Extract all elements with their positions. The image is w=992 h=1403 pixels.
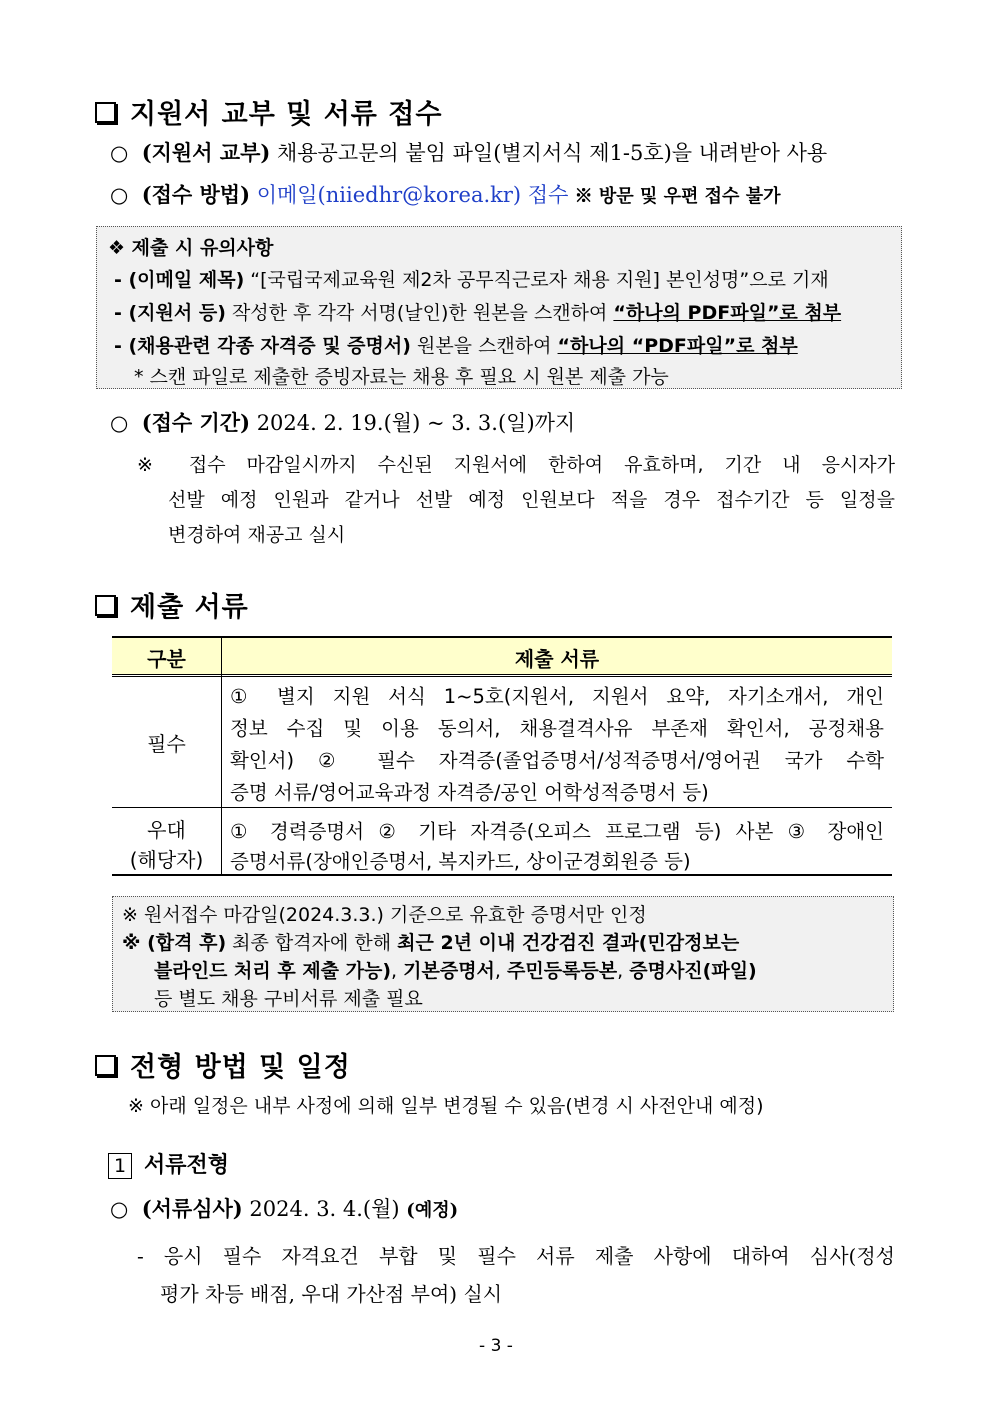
notice-line1: ※ 원서접수 마감일(2024.3.3.) 기준으로 유효한 증명서만 인정: [122, 904, 647, 926]
review-detail-line1: - 응시 필수 자격요건 부합 및 필수 서류 제출 사항에 대하여 심사(정성: [137, 1244, 895, 1268]
table-row-required-line2: 정보 수집 및 이용 동의서, 채용결격사유 부존재 확인서, 공정채용: [230, 717, 884, 740]
bullet-submission-method: ○ (접수 방법) 이메일(niiedhr@korea.kr) 접수 ※ 방문 및 우편 접수 불가: [110, 182, 781, 207]
circle-bullet-icon: ○: [110, 141, 129, 165]
period-note-line1: ※ 접수 마감일시까지 수신된 지원서에 한하여 유효하며, 기간 내 응시자가: [137, 454, 895, 476]
documents-table: [112, 636, 892, 876]
table-row-preferred-line2: 증명서류(장애인증명서, 복지카드, 상이군경회원증 등): [230, 850, 691, 873]
table-row-required-line1: ① 별지 지원 서식 1~5호(지원서, 지원서 요약, 자기소개서, 개인: [230, 685, 884, 708]
caution-title: ❖ 제출 시 유의사항: [108, 237, 274, 259]
notice-line4: 등 별도 채용 구비서류 제출 필요: [154, 988, 423, 1010]
checkbox-square-icon: [95, 1055, 116, 1076]
schedule-note: ※ 아래 일정은 내부 사정에 의해 일부 변경될 수 있음(변경 시 사전안내 예정): [128, 1095, 764, 1117]
bullet-submission-period: ○ (접수 기간) 2024. 2. 19.(월) ~ 3. 3.(일)까지: [110, 410, 576, 435]
period-note-line2: 선발 예정 인원과 같거나 선발 예정 인원보다 적을 경우 접수기간 등 일정을: [168, 489, 895, 511]
caution-line-scan: * 스캔 파일로 제출한 증빙자료는 채용 후 필요 시 원본 제출 가능: [134, 366, 669, 388]
bullet-application-distribution: ○ (지원서 교부) 채용공고문의 붙임 파일(별지서식 제1-5호)을 내려받아 사용: [110, 140, 828, 165]
circle-bullet-icon: ○: [110, 411, 129, 435]
table-header-documents: 제출 서류: [514, 647, 600, 671]
table-row-preferred-line1: ① 경력증명서 ② 기타 자격증(오피스 프로그램 등) 사본 ③ 장애인: [230, 820, 884, 843]
checkbox-square-icon: [95, 595, 116, 616]
page-number: - 3 -: [479, 1336, 513, 1356]
section-title-documents: 제출 서류: [95, 585, 249, 624]
table-row-preferred-label2: (해당자): [129, 848, 204, 872]
table-header-category: 구분: [147, 647, 186, 671]
step-number-box: 1: [108, 1153, 132, 1179]
section-title-selection: 전형 방법 및 일정: [95, 1045, 351, 1084]
bullet-document-review: ○ (서류심사) 2024. 3. 4.(월) (예정): [110, 1196, 459, 1221]
table-row-required-label: 필수: [147, 732, 186, 756]
circle-bullet-icon: ○: [110, 183, 129, 207]
table-row-required-line3: 확인서) ② 필수 자격증(졸업증명서/성적증명서/영어권 국가 수학: [230, 749, 884, 772]
caution-line-email-subject: - (이메일 제목) “[국립국제교육원 제2차 공무직근로자 채용 지원] 본인성명”으로 기재: [114, 269, 829, 291]
table-row-required-line4: 증명 서류/영어교육과정 자격증/공인 어학성적증명서 등): [230, 781, 709, 804]
review-detail-line2: 평가 차등 배점, 우대 가산점 부여) 실시: [160, 1282, 503, 1306]
section-title-application: 지원서 교부 및 서류 접수: [95, 92, 442, 131]
notice-line2: ※ (합격 후) 최종 합격자에 한해 최근 2년 이내 건강검진 결과(민감정보는: [122, 932, 740, 954]
period-note-line3: 변경하여 재공고 실시: [168, 524, 346, 546]
table-row-preferred-label1: 우대: [147, 818, 186, 842]
step-heading-document-screening: 1 서류전형: [108, 1148, 229, 1179]
circle-bullet-icon: ○: [110, 1197, 129, 1221]
caution-line-application: - (지원서 등) 작성한 후 각각 서명(날인)한 원본을 스캔하여 “하나의 PDF파일”로 첨부: [114, 302, 842, 324]
notice-line3: 블라인드 처리 후 제출 가능), 기본증명서, 주민등록등본, 증명사진(파일): [154, 960, 757, 982]
checkbox-square-icon: [95, 102, 116, 123]
email-address: 이메일(niiedhr@korea.kr) 접수: [250, 183, 569, 207]
caution-line-certificates: - (채용관련 각종 자격증 및 증명서) 원본을 스캔하여 “하나의 “PDF파일”로 첨부: [114, 335, 798, 357]
